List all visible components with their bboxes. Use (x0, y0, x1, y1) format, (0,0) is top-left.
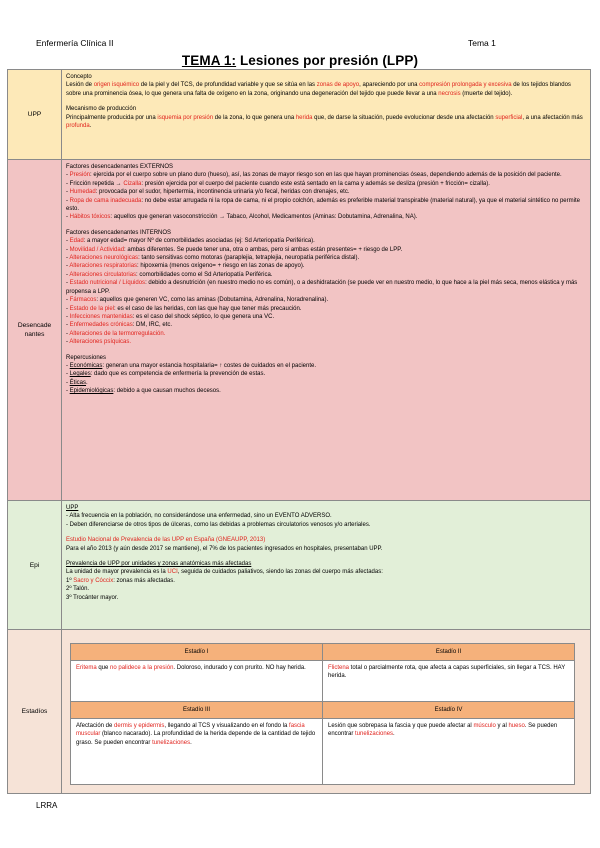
highlighted-term: Cizalla (123, 180, 142, 187)
highlighted-term: Movilidad / Actividad (69, 246, 125, 253)
text-run: - (66, 371, 70, 378)
page-header (36, 38, 564, 50)
text-run: : comorbilidades como el Sd Arteriopatía Periférica. (136, 271, 273, 278)
highlighted-term: UCI (167, 569, 178, 576)
highlighted-term: Sacro y Cóccix (73, 577, 114, 584)
epi-upp-line-2: - Deben diferenciarse de otros tipos de úlceras, como las debidas a problemas circulatorios venosos y/o arteriales. (66, 521, 371, 528)
text-run: de la piel y del TCS, de profundidad variable y que se sitúa en las (139, 82, 317, 89)
text-run: - (66, 172, 70, 179)
row-label-estadios: Estadíos (8, 630, 62, 793)
highlighted-term: hueso (508, 723, 525, 729)
repercusiones-heading: Repercusiones (66, 354, 107, 361)
document-title (0, 53, 600, 68)
text-run: . (86, 379, 88, 386)
highlighted-term: necrosis (438, 90, 461, 97)
underlined-term: Éticas (69, 379, 87, 386)
highlighted-term: compresión prolongada y excesiva (419, 82, 512, 89)
text-run: : ejercida por el cuerpo sobre un plano duro (hueso), así, las zonas de mayor riesgo son en las que hayan prominencias óseas, dependiendo además de la posición del paciente. (90, 172, 562, 179)
text-run: : aquellos que generan vasoconstricción → Tabaco, Alcohol, Medicamentos (Aminas: Dobutamina, Adrenalina, NA). (110, 214, 418, 221)
upp-content (66, 73, 586, 130)
text-run: , a una afectación más (522, 114, 583, 121)
text-run: que, de darse la situación, puede evolucionar desde una afectación (312, 114, 496, 121)
text-run: - (66, 362, 70, 369)
text-run: - (66, 214, 70, 221)
text-run: : dado que es competencia de enfermería la prevención de estas. (90, 371, 266, 378)
highlighted-term: Eritema (76, 665, 97, 671)
text-run: - Fricción repetida → (66, 180, 124, 187)
list-item (66, 188, 586, 196)
highlighted-term: Alteraciones de la termorregulación. (69, 330, 166, 337)
highlighted-term: Presión (69, 172, 91, 179)
text-run: : es el caso del shock séptico, lo que genera una VC. (132, 313, 275, 320)
text-run: de la zona, lo que genera una (213, 114, 296, 121)
epi-upp-heading: UPP (66, 505, 79, 511)
title-text: Lesiones por presión (LPP) (236, 53, 419, 68)
text-run: - (66, 263, 70, 270)
estudio-heading: Estudio Nacional de Prevalencia de las UPP en España (GNEAUPP, 2013) (66, 537, 266, 544)
text-run: : tanto sensitivas como motoras (paraplejia, tetraplejia, neuropatía periférica distal). (138, 255, 360, 262)
list-item (66, 180, 586, 188)
highlighted-term: tunelizaciones (355, 731, 394, 738)
summary-table (7, 69, 591, 794)
highlighted-term: Enfermedades crónicas (69, 322, 133, 329)
internos-heading: Factores desencadenantes INTERNOS (66, 229, 172, 236)
highlighted-term: Alteraciones circulatorias (69, 271, 137, 278)
text-run: - (66, 330, 70, 337)
list-item (66, 279, 586, 296)
text-run: : ambas diferentes. Se puede tener una, otra o ambas, pero si ambas están presentes= + riesgo de LPP. (124, 246, 403, 253)
stage-1-header: Estadío I (71, 644, 323, 661)
highlighted-term: origen isquémico (93, 82, 140, 89)
highlighted-term: Humedad (69, 189, 96, 196)
stage-2-description (323, 661, 575, 702)
text-run: 3º Trocánter mayor. (66, 594, 119, 601)
highlighted-term: Alteraciones respiratorias (69, 263, 138, 270)
highlighted-term: Alteraciones neurológicas (69, 255, 139, 262)
text-run: (blanco nacarado). La profundidad de la herida depende de la cantidad de tejido graso. Se pueden encontrar (76, 731, 316, 746)
externos-list (66, 171, 586, 221)
highlighted-term: dermis y epidermis (114, 723, 165, 729)
text-run: y al (495, 723, 509, 729)
text-run: Afectación de (76, 723, 115, 729)
row-label-epi: Epi (8, 501, 62, 629)
text-run: - (66, 280, 70, 287)
row-label-upp: UPP (8, 70, 62, 159)
list-item (66, 577, 586, 585)
list-item (66, 271, 586, 279)
footer-initials: LRRA (36, 801, 58, 810)
text-run: total o parcialmente rota, que afecta a capas superficiales, sin llegar a TCS. HAY herida. (328, 665, 566, 680)
list-item (66, 330, 586, 338)
highlighted-term: fascia muscular (76, 723, 305, 738)
highlighted-term: Estado nutricional / Líquidos (69, 280, 146, 287)
course-name: Enfermería Clínica II (36, 38, 114, 48)
text-run: Lesión que sobrepasa la fascia y que puede afectar al (328, 723, 474, 729)
concepto-paragraph (66, 81, 586, 98)
highlighted-term: Estado de la piel (69, 305, 115, 312)
highlighted-term: zonas de apoyo (316, 82, 360, 89)
text-run: - (66, 255, 70, 262)
text-run: : DM, IRC, etc. (132, 322, 173, 329)
stage-3-description (71, 719, 323, 785)
text-run: Lesión de (66, 82, 94, 89)
repercusiones-list (66, 362, 586, 396)
text-run: : hipoxemia (menos oxígeno= + riesgo en las zonas de apoyo). (137, 263, 305, 270)
highlighted-term: no palidece a la presión (110, 665, 174, 671)
text-run: La unidad de mayor prevalencia es la (66, 569, 168, 576)
text-run: - (66, 313, 70, 320)
text-run: . (190, 739, 192, 746)
text-run: , llegando al TCS y visualizando en el fondo la (164, 723, 290, 729)
stage-2-header: Estadío II (323, 644, 575, 661)
text-run: - (66, 388, 70, 395)
text-run: - (66, 339, 70, 346)
list-item (66, 379, 586, 387)
text-run: - (66, 246, 70, 253)
topic-number: Tema 1 (468, 38, 496, 48)
list-item (66, 171, 586, 179)
list-item (66, 254, 586, 262)
text-run: 2º Talón. (66, 586, 90, 593)
list-item (66, 362, 586, 370)
list-item (66, 237, 586, 245)
highlighted-term: músculo (473, 723, 496, 729)
epi-upp-line-1: - Alta frecuencia en la población, no considerándose una enfermedad, sino un EVENTO ADVERSO. (66, 513, 332, 520)
row-epidemiologia (8, 501, 590, 630)
title-label: TEMA 1: (181, 53, 237, 68)
list-item (66, 387, 586, 395)
highlighted-term: Hábitos tóxicos (69, 214, 111, 221)
concepto-heading: Concepto (66, 74, 92, 80)
text-run: - (66, 189, 70, 196)
text-run: : provocada por el sudor, hipertermia, incontinencia urinaria y/o fecal, heridas con drenajes, etc. (95, 189, 350, 196)
text-run: - (66, 271, 70, 278)
row-upp (8, 70, 590, 160)
list-item (66, 305, 586, 313)
list-item (66, 313, 586, 321)
row-estadios (8, 630, 590, 793)
highlighted-term: superficial (495, 114, 523, 121)
list-item (66, 594, 586, 602)
stage-3-header: Estadío III (71, 702, 323, 719)
text-run: : debido a desnutrición (en nuestro medio no es común), o a deshidratación (se puede ver en nuestro medio, lo que hace a la piel más seca, menos elástica y más propensa a LPP. (66, 280, 578, 295)
text-run: : no debe estar arrugada ni la ropa de cama, ni el propio colchón, además es preferible material transpirable (material natural), ya que el material sintético no permite esto. (66, 197, 580, 213)
stages-table (70, 643, 575, 785)
text-run: . Se pueden encontrar (328, 723, 558, 738)
row-label-desencadenantes: Desencade nantes (8, 160, 62, 500)
highlighted-term: isquemia por presión (157, 114, 214, 121)
highlighted-term: Fármacos (69, 297, 97, 304)
stage-4-header: Estadío IV (323, 702, 575, 719)
text-run: : a mayor edad= mayor Nº de comorbilidades asociadas (ej: Sd Arteriopatía Periférica). (83, 238, 315, 245)
zonas-list (66, 577, 586, 602)
stage-4-description (323, 719, 575, 785)
text-run: - (66, 305, 70, 312)
highlighted-term: Alteraciones psíquicas. (69, 339, 132, 346)
text-run: . Doloroso, indurado y con prurito. NO hay herida. (173, 665, 306, 671)
text-run: : debido a que causan muchos decesos. (113, 388, 221, 395)
list-item (66, 338, 586, 346)
list-item (66, 246, 586, 254)
externos-heading: Factores desencadenantes EXTERNOS (66, 164, 174, 170)
text-run: - (66, 297, 70, 304)
text-run: (muerte del tejido). (460, 90, 513, 97)
highlighted-term: herida (295, 114, 313, 121)
text-run: Principalmente producida por una (66, 114, 158, 121)
prevalencia-line (66, 568, 586, 576)
text-run: - (66, 322, 70, 329)
text-run: - (66, 238, 70, 245)
mecanismo-heading: Mecanismo de producción (66, 106, 137, 113)
list-item (66, 370, 586, 378)
text-run: - (66, 379, 70, 386)
underlined-term: Legales (69, 371, 91, 378)
desencadenantes-content (66, 163, 586, 396)
list-item (66, 197, 586, 214)
highlighted-term: Infecciones mantenidas (69, 313, 133, 320)
list-item (66, 262, 586, 270)
text-run: - (66, 197, 70, 204)
highlighted-term: Flictena (328, 665, 350, 671)
text-run: : es el caso de las heridas, con las que hay que tener más precaución. (114, 305, 302, 312)
mecanismo-paragraph (66, 114, 586, 131)
epi-content (66, 504, 586, 602)
text-run: : generan una mayor estancia hospitalaria= ↑ costes de cuidados en el paciente. (102, 362, 316, 369)
underlined-term: Epidemiológicas (69, 388, 114, 395)
highlighted-term: Ropa de cama inadecuada (69, 197, 142, 204)
highlighted-term: Edad (69, 238, 84, 245)
text-run: que (96, 665, 111, 671)
prevalencia-heading: Prevalencia de UPP por unidades y zonas anatómicas más afectadas (66, 561, 252, 568)
text-run: , apareciendo por una (359, 82, 420, 89)
text-run: : presión ejercida por el cuerpo del paciente cuando este está sentado en la cama y además se desliza (presión + fricción= cizalla). (141, 180, 490, 187)
internos-list (66, 237, 586, 346)
highlighted-term: profunda (66, 123, 90, 130)
stage-1-description (71, 661, 323, 702)
list-item (66, 585, 586, 593)
underlined-term: Económicas (69, 362, 103, 369)
row-desencadenantes (8, 160, 590, 501)
text-run: 1º (66, 577, 74, 584)
list-item (66, 321, 586, 329)
text-run: . (393, 731, 395, 738)
list-item (66, 213, 586, 221)
estudio-text: Para el año 2013 (y aún desde 2017 se mantiene), el 7% de los pacientes ingresados en hospitales, presentaban UPP. (66, 545, 383, 552)
text-run: , seguida de cuidados paliativos, siendo las zonas del cuerpo más afectadas: (177, 569, 383, 576)
text-run: . (89, 123, 92, 130)
text-run: : zonas más afectadas. (113, 577, 175, 584)
list-item (66, 296, 586, 304)
text-run: de los tejidos blandos sobre una prominencia ósea, lo que genera una falta de oxígeno en la zona, originando una degeneración del tejido que puede llevar a una (66, 82, 571, 97)
highlighted-term: tunelizaciones (152, 739, 191, 746)
text-run: : aquellos que generen VC, como las aminas (Dobutamina, Adrenalina, Noradrenalina). (96, 297, 329, 304)
